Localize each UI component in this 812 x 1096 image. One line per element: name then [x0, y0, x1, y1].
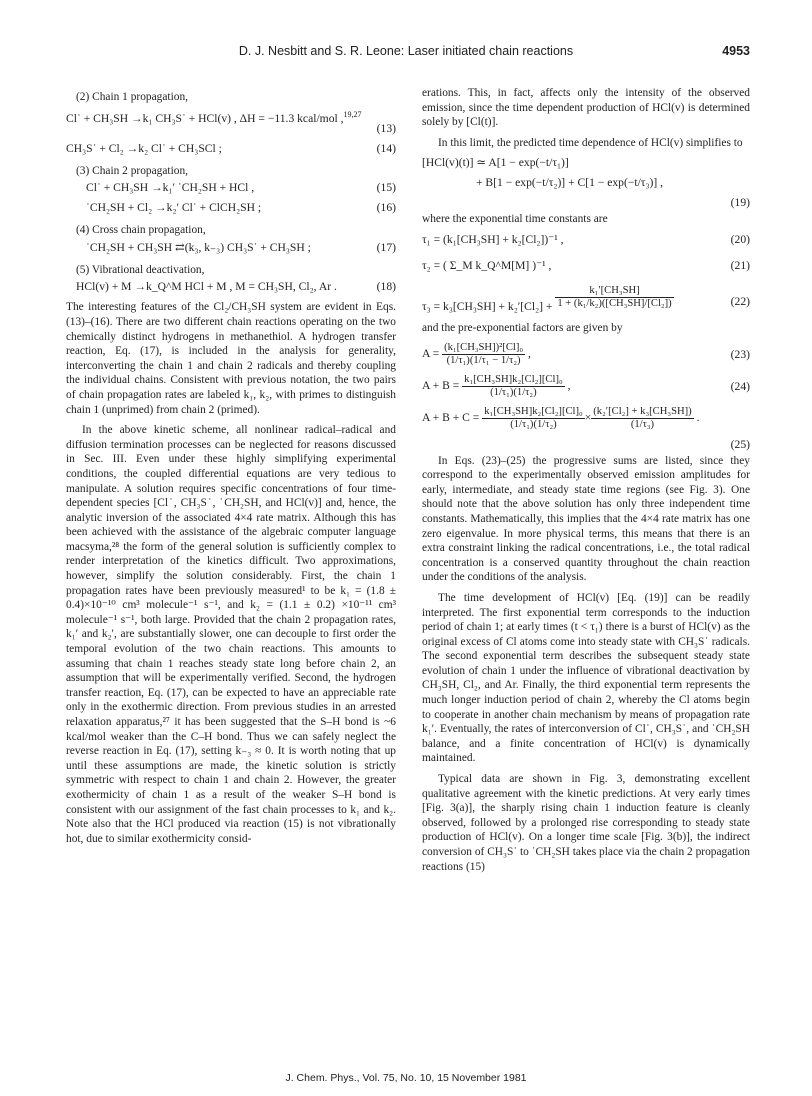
equation-19-line1: [422, 156, 750, 174]
section-chain1: (2) Chain 1 propagation,: [76, 91, 188, 103]
equation-19-line2: [422, 176, 750, 194]
equation-19-number-row: [422, 196, 750, 210]
equation-16-number: (16): [376, 201, 396, 215]
equation-22-lhs: τ₃ = k₃[CH₃SH] + k₂′[Cl₂] +: [422, 300, 553, 314]
equation-24-lhs: A + B =: [422, 378, 460, 392]
section-cross-chain: (4) Cross chain propagation,: [76, 224, 206, 237]
equation-13-number: (13): [376, 121, 396, 135]
running-header: [0, 44, 812, 64]
paragraph-kinetic-scheme: In the above kinetic scheme, all nonlinear radical–radical and diffusion termination processes can be neglected for reasons discussed in Sec. III. Even under these highly simplifying experimental conditions, the coupled differential equations are very tedious to manipulate. A solution requires specific concentrations of four time-dependent species [Cl˙, CH₃S˙, ˙CH₂SH, and HCl(v)] and, hence, the analytic inversion of the associated 4×4 rate matrix. Although this has been achieved with the assistance of the algebraic computer language macsyma,²⁸ the form of the general solution is sufficiently complex to render interpretation of the kinetics difficult. Two approximations, however, simplify the solution considerably. First, the chain 1 propagation rates have been previously measured¹ to be k₁ = (1.8 ± 0.4)×10⁻¹⁰ cm³ molecule⁻¹ s⁻¹, and k₂ = (1.1 ± 0.2) ×10⁻¹¹ cm³ molecule⁻¹ s⁻¹, both large. Provided that the chain 2 propagation rates, k₁′ and k₂′, are substantially slower, one can decouple to first order the temporal evolution of the two chain reactions. This amounts to assuming that chain 1 reaches steady state long before chain 2, an assumption that will be experimentally verified. Second, the hydrogen transfer reaction, Eq. (17), can be expected to have an appreciable rate only in the exothermic direction. From previous studies in an arrested relaxation apparatus,²⁷ it has been suggested that the S–H bond is ~6 kcal/mol weaker than the C–H bond. Thus we can safely neglect the reverse reaction in Eq. (17), setting k₋₃ ≈ 0. It is worth noting that up until these assumptions are made, the kinetic solution is strictly symmetric with respect to chain 1 and chain 2. However, the greater exothermicity of chain 1 as a result of the weaker S–H bond is consistent with our assignment of the fast chain processes to k₁ and k₂. Note also that the HCl produced via reaction (15) is not vibrationally hot, due to similar exothermicity consid-: [66, 424, 396, 845]
paragraph-progressive-sums: In Eqs. (23)–(25) the progressive sums are listed, since they correspond to the experimentally observed emission amplitudes for early, intermediate, and steady state time regions (see Fig. 3). One should note that the above solution has only three independent time constants. Mathematically, this implies that the 4×4 rate matrix has one zero eigenvalue. In more physical terms, this means that there is an extra constraint linking the radical concentrations, i.e., the total radical concentration is a conserved quantity throughout the chain reaction under the conditions of the analysis.: [422, 454, 750, 584]
equation-23-denominator: (1/τ₁)(1/τ₁ − 1/τ₂): [446, 354, 521, 366]
equation-16: [86, 201, 396, 219]
equation-14-number: (14): [376, 141, 396, 155]
equation-25-denominator-2: (1/τ₃): [630, 418, 655, 430]
equation-24: A + B = $\frac{\text{k₁[CH₃SH]k₂[Cl₂][Cl]₀}}{\text{(1/τ₁)(1/τ₂)}}$ , (24): [422, 373, 750, 398]
equation-24-number: (24): [730, 379, 750, 393]
equation-20: [422, 233, 750, 251]
equation-25-numerator-1: k₁[CH₃SH]k₂[Cl₂][Cl]₀: [484, 405, 583, 417]
equation-25-denominator-1: (1/τ₁)(1/τ₂): [510, 418, 557, 430]
equation-25-number: (25): [730, 437, 750, 451]
equation-18-number: (18): [376, 280, 396, 294]
equation-19b: + B[1 − exp(−t/τ₂)] + C[1 − exp(−t/τ₃)] ,: [476, 176, 664, 190]
equation-17: [86, 241, 396, 259]
equation-22: [422, 285, 750, 319]
right-column: [422, 86, 750, 880]
equation-22-numerator: k₁′[CH₃SH]: [555, 285, 673, 298]
equation-24-numerator: k₁[CH₃SH]k₂[Cl₂][Cl]₀: [464, 373, 563, 385]
equation-13-ref: 19,27: [343, 109, 362, 119]
equation-23-lhs: A =: [422, 346, 440, 360]
equation-25-fraction-1: [482, 406, 585, 431]
paragraph-time-constants: where the exponential time constants are: [422, 213, 608, 226]
section-vib-deactivation: (5) Vibrational deactivation,: [76, 263, 205, 276]
equation-16-body: ˙CH₂SH + Cl₂ →k₂′ Cl˙ + ClCH₂SH ;: [86, 201, 262, 215]
equation-17-body: ˙CH₂SH + CH₃SH ⇄(k₃, k₋₃) CH₃S˙ + CH₃SH ;: [86, 240, 311, 254]
equation-25-fraction-2: [591, 406, 693, 431]
equation-22-number: (22): [730, 294, 750, 308]
equation-24-denominator: (1/τ₁)(1/τ₂): [490, 386, 537, 398]
equation-22-fraction: [555, 285, 673, 310]
equation-18-body: HCl(v) + M →k_Q^M HCl + M , M = CH₃SH, Cl₂, Ar .: [76, 280, 337, 294]
equation-25-number-row: [422, 438, 750, 452]
equation-15: [86, 181, 396, 199]
equation-20-number: (20): [730, 232, 750, 246]
equation-14-body: CH₃S˙ + Cl₂ →k₂ Cl˙ + CH₃SCl ;: [66, 141, 222, 155]
equation-25-lhs: A + B + C =: [422, 410, 480, 424]
paragraph-time-development: The time development of HCl(v) [Eq. (19)] can be readily interpreted. The first exponential term corresponds to the induction period of chain 1; at early times (t < τ₁) there is a burst of HCl(v) as the original excess of Cl atoms come into steady state with CH₃S˙ radicals. The second exponential term describes the subsequent steady state evolution of chain 1 under the influence of vibrational deactivation by CH₃SH, Cl₂, and Ar. Finally, the third exponential term represents the much longer induction period of chain 2, whereby the Cl atoms begin to cooperate in another chain mechanism by means of propagation rate k₁′. Eventually, the rates of interconversion of Cl˙, CH₃S˙, and ˙CH₂SH balance, and a finite concentration of HCl(v) is dynamically maintained.: [422, 591, 750, 765]
paragraph-continuation: erations. This, in fact, affects only the intensity of the observed emission, since the time dependent production of HCl(v) is determined solely by [Cl(t)].: [422, 87, 750, 129]
equation-23-number: (23): [730, 347, 750, 361]
left-column: [66, 86, 396, 852]
equation-13: [66, 108, 396, 135]
equation-14: [66, 142, 396, 160]
equation-23-numerator: (k₁[CH₃SH])²[Cl]₀: [444, 341, 524, 353]
section-chain2: (3) Chain 2 propagation,: [76, 164, 188, 177]
equation-23-fraction: [442, 342, 525, 367]
equation-19-number: (19): [730, 196, 750, 210]
paragraph-pre-exponential: and the pre-exponential factors are given by: [422, 321, 623, 334]
journal-footer: J. Chem. Phys., Vol. 75, No. 10, 15 November 1981: [285, 1072, 527, 1084]
equation-17-number: (17): [376, 240, 396, 254]
equation-24-fraction: [462, 374, 565, 399]
equation-15-number: (15): [376, 181, 396, 195]
equation-22-denominator: 1 + (k₁/k₂)([CH₃SH]/[Cl₂]): [557, 297, 672, 309]
equation-21-number: (21): [730, 258, 750, 272]
equation-20-body: τ₁ = (k₁[CH₃SH] + k₂[Cl₂])⁻¹ ,: [422, 232, 564, 246]
equation-18: [76, 280, 396, 298]
equation-15-body: Cl˙ + CH₃SH →k₁′ ˙CH₂SH + HCl ,: [86, 181, 255, 195]
equation-21: [422, 253, 750, 283]
equation-19a: [HCl(v)(t)] ≃ A[1 − exp(−t/τ₁)]: [422, 156, 569, 170]
page-number: 4953: [722, 44, 750, 58]
paragraph-limit: In this limit, the predicted time dependence of HCl(v) simplifies to: [438, 136, 743, 149]
running-title: D. J. Nesbitt and S. R. Leone: Laser initiated chain reactions: [238, 44, 574, 58]
equation-25-numerator-2: (k₂′[Cl₂] + k₃[CH₃SH]): [593, 405, 692, 417]
equation-21-body: τ₂ = ( Σ_M k_Q^M[M] )⁻¹ ,: [422, 258, 552, 272]
paragraph-typical-data: Typical data are shown in Fig. 3, demonstrating excellent qualitative agreement with the kinetic predictions. At very early times [Fig. 3(a)], the sharply rising chain 1 induction feature is cleanly observed, followed by a prolonged rise corresponding to steady state production of HCl(v). On a longer time scale [Fig. 3(b)], the indirect conversion of CH₃S˙ to ˙CH₂SH takes place via the chain 2 propagation reactions (15): [422, 773, 750, 873]
equation-25: A + B + C = $\frac{\text{k₁[CH₃SH]k₂[Cl₂][Cl]₀}}{\text{(1/τ₁)(1/τ₂)}}$ × $\frac{\text{(k₂′[Cl₂] + k₃[CH₃SH])}}{\text{(1/τ₃)}}$ .: [422, 405, 700, 430]
paragraph-features: The interesting features of the Cl₂/CH₃SH system are evident in Eqs. (13)–(16). There are two different chain reactions operating on the two chemically distinct hydrogens in methanethiol. A hydrogen transfer reaction, Eq. (17), is included in the analysis for generality, interconverting the chain 1 and chain 2 radicals and thereby coupling the individual chains. Consistent with previous notation, the two pairs of chain propagation rates are labeled k₁, k₂, with primes to distinguish chain 1 (unprimed) from chain 2 (primed).: [66, 301, 396, 416]
equation-23: A = $\frac{\text{(k₁[CH₃SH])²[Cl]₀}}{\text{(1/τ₁)(1/τ₁ − 1/τ₂)}}$ , (23): [422, 341, 750, 366]
equation-13-body: Cl˙ + CH₃SH →k₁ CH₃S˙ + HCl(v) , ΔH = −11.3 kcal/mol ,: [66, 111, 344, 125]
